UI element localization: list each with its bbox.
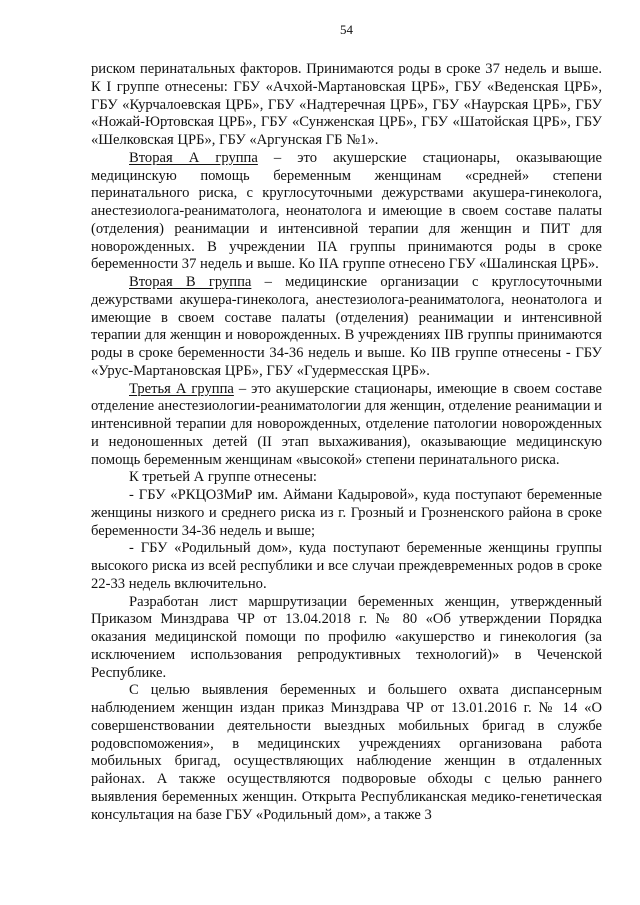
group-heading-2a: Вторая А группа — [129, 149, 258, 166]
paragraph-routing-sheet — [91, 594, 602, 683]
paragraph-text: К третьей А группе отнесены: — [129, 469, 317, 486]
paragraph-text: - ГБУ «Родильный дом», куда поступают беременные женщины группы высокого риска из всей республики и все случаи преждевременных родов в сроке 22-33 недель включительно. — [91, 540, 602, 592]
paragraph-list-intro — [91, 469, 602, 487]
paragraph-text: - ГБУ «РКЦОЗМиР им. Аймани Кадыровой», куда поступают беременные женщины низкого и среднего риска из г. Грозный и Грозненского района в сроке беременности 34-36 недель и выше; — [91, 487, 602, 539]
paragraph-text: – это акушерские стационары, имеющие в своем составе отделение анестезиологии-реаниматологии для женщин, отделение реанимации и интенсивной терапии для новорожденных, отделение патологии новорожденных и недоношенных детей (II этап выхаживания), оказывающие медицинскую помощь беременным женщинам «высокой» степени перинатального риска. — [91, 380, 602, 468]
paragraph-group-2a — [91, 150, 602, 274]
paragraph-group-3a — [91, 381, 602, 470]
group-heading-2b: Вторая В группа — [129, 274, 252, 290]
paragraph-text: – это акушерские стационары, оказывающие медицинскую помощь беременным женщинам «средней» степени перинатального риска, с круглосуточными дежурствами акушера-гинеколога, анестезиолога-реаниматолога, неонатолога и имеющие в своем составе палаты (отделения) реанимации и интенсивной терапии для женщин и ПИТ для новорожденных. В учреждении IIА группы принимаются роды в сроке беременности 37 недель и выше. Ко IIА группе отнесено ГБУ «Шалинская ЦРБ». — [91, 149, 603, 273]
paragraph-text: Разработан лист маршрутизации беременных женщин, утвержденный Приказом Минздрава ЧР от 13.04.2018 г. № 80 «Об утверждении Порядка оказания медицинской помощи по профилю «акушерство и гинекология (за исключением использования репродуктивных технологий)» в Чеченской Республике. — [91, 593, 602, 681]
paragraph-group-1-continuation — [91, 61, 602, 150]
paragraph-mobile-teams — [91, 682, 602, 824]
paragraph-text: С целью выявления беременных и большего охвата диспансерным наблюдением женщин издан приказ Минздрава ЧР от 13.01.2016 г. № 14 «О совершенствовании деятельности выездных мобильных бригад в службе родовспоможения», в медицинских учреждениях организована работа мобильных бригад, осуществляющих наблюдение женщин в отдаленных районах. А также осуществляются подворовые обходы с целью раннего выявления беременных женщин. Открыта Республиканская медико-генетическая консультация на базе ГБУ «Родильный дом», а также 3 — [91, 682, 602, 823]
paragraph-group-2b — [91, 274, 602, 381]
list-item-maternity-hospital — [91, 540, 602, 593]
page-number: 54 — [340, 22, 353, 37]
paragraph-text: риском перинатальных факторов. Принимаются роды в сроке 37 недель и выше. К I группе отнесены: ГБУ «Ачхой-Мартановская ЦРБ», ГБУ «Веденская ЦРБ», ГБУ «Курчалоевская ЦРБ», ГБУ «Надтеречная ЦРБ», ГБУ «Наурская ЦРБ», ГБУ «Ножай-Юртовская ЦРБ», ГБУ «Сунженская ЦРБ», ГБУ «Шатойская ЦРБ», ГБУ «Шелковская ЦРБ», ГБУ «Аргунская ГБ №1». — [91, 61, 602, 148]
paragraph-text: – медицинские организации с круглосуточными дежурствами акушера-гинеколога, анестезиолога-реаниматолога, неонатолога и имеющие в своем составе палаты (отделения) реанимации и интенсивной терапии для женщин и новорожденных. В учреждениях IIВ группы принимаются роды в сроке беременности 34-36 недель и выше. Ко IIВ группе отнесены - ГБУ «Урус-Мартановская ЦРБ», ГБУ «Гудермесская ЦРБ». — [91, 274, 603, 379]
list-item-rkczomir — [91, 487, 602, 540]
group-heading-3a: Третья А группа — [129, 380, 234, 397]
